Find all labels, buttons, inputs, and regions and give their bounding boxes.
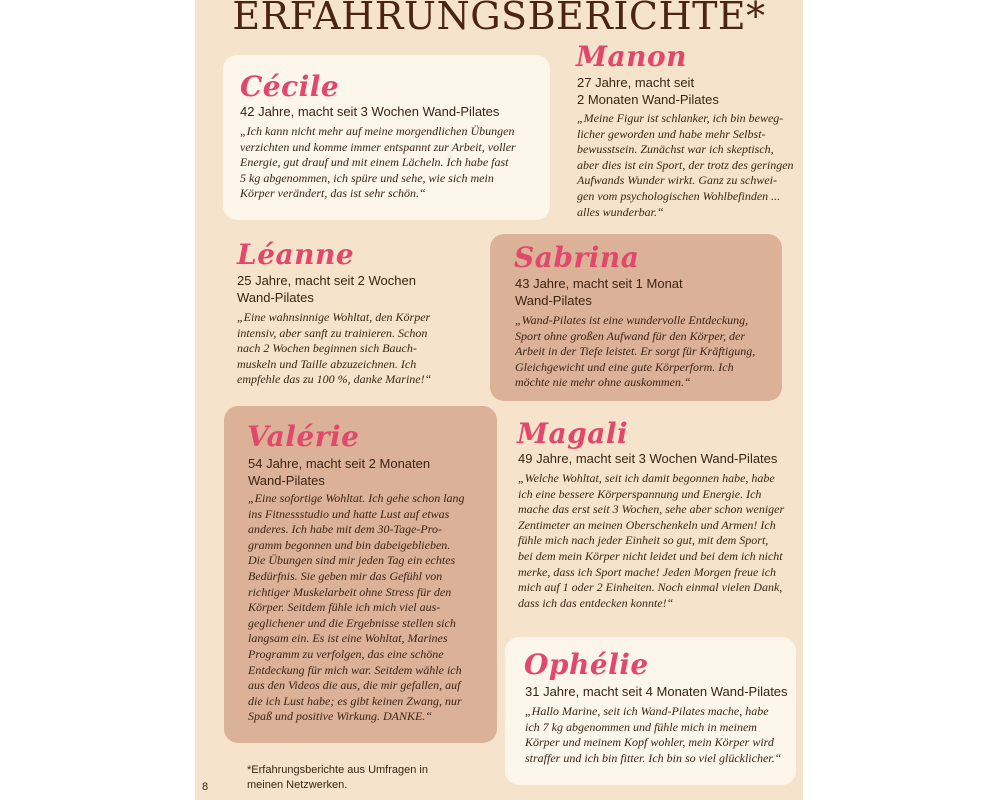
page-title: ERFAHRUNGSBERICHTE* — [232, 0, 766, 38]
page-number: 8 — [202, 781, 209, 793]
testimonial-name-magali: Magali — [517, 417, 629, 450]
testimonial-name-valerie: Valérie — [247, 420, 360, 453]
testimonial-meta-ophelie: 31 Jahre, macht seit 4 Monaten Wand-Pilates — [525, 684, 788, 699]
footnote: *Erfahrungsberichte aus Umfragen in meinen Netzwerken. — [247, 764, 428, 791]
testimonial-meta-valerie: 54 Jahre, macht seit 2 Monaten Wand-Pilates — [248, 456, 431, 488]
brochure-page — [195, 0, 803, 800]
testimonial-name-cecile: Cécile — [240, 70, 340, 103]
testimonial-quote-cecile: „Ich kann nicht mehr auf meine morgendlichen Übungen verzichten und komme immer entspannt zur Arbeit, voller Energie, gut drauf und mit einem Lächeln. Ich habe fast 5 kg abgenommen, ich spüre und sehe, wie sich mein Körper verändert, das ist sehr schön.“ — [240, 124, 516, 201]
testimonial-meta-magali: 49 Jahre, macht seit 3 Wochen Wand-Pilates — [518, 451, 778, 466]
testimonial-quote-sabrina: „Wand-Pilates ist eine wundervolle Entdeckung, Sport ohne großen Aufwand für den Körper, der Arbeit in der Tiefe leistet. Er sorgt für Kräftigung, Gleichgewicht und eine gute Körperform. Ich möchte nie mehr ohne auskommen.“ — [515, 313, 756, 390]
testimonial-meta-cecile: 42 Jahre, macht seit 3 Wochen Wand-Pilates — [240, 104, 500, 119]
testimonial-quote-ophelie: „Hallo Marine, seit ich Wand-Pilates mache, habe ich 7 kg abgenommen und fühle mich in meinem Körper und meinem Kopf wohler, mein Körper wird straffer und ich bin fitter. Ich bin so viel glücklicher.“ — [525, 704, 782, 765]
testimonial-quote-valerie: „Eine sofortige Wohltat. Ich gehe schon lang ins Fitnessstudio und hatte Lust auf etwas anderes. Ich habe mit dem 30-Tage-Pro- gramm begonnen und bin dabeigeblieben. Die Übungen sind mir jeden Tag ein echtes Bedürfnis. Sie geben mir das Gefühl von richtiger Muskelarbeit ohne Stress für den Körper. Seitdem fühle ich mich viel aus- geglichener und die Ergebnisse stellen sich langsam ein. Es ist eine Wohltat, Marines Programm zu verfolgen, das eine schöne Entdeckung für mich war. Seitdem wähle ich aus den Videos die aus, die mir gefallen, auf die ich Lust habe; es gibt keinen Zwang, nur Spaß und positive Wirkung. DANKE.“ — [248, 491, 465, 724]
testimonial-quote-manon: „Meine Figur ist schlanker, ich bin beweg- licher geworden und habe mehr Selbst- bewusstsein. Zunächst war ich skeptisch, aber dies ist ein Sport, der trotz des geringen Aufwands Wunder wirkt. Ganz zu schwei- gen vom psychologischen Wohlbefinden ... alles wunderbar.“ — [577, 111, 794, 219]
testimonial-name-sabrina: Sabrina — [514, 241, 640, 274]
testimonial-meta-leanne: 25 Jahre, macht seit 2 Wochen Wand-Pilates — [237, 273, 416, 305]
testimonial-meta-manon: 27 Jahre, macht seit 2 Monaten Wand-Pilates — [577, 75, 719, 107]
testimonial-name-leanne: Léanne — [237, 238, 355, 271]
testimonial-quote-magali: „Welche Wohltat, seit ich damit begonnen habe, habe ich eine bessere Körperspannung und Energie. Ich mache das erst seit 3 Wochen, sehe aber schon weniger Zentimeter an meinen Oberschenkeln und Armen! Ich fühle mich nach jeder Einheit so gut, mit dem Sport, bei dem mein Körper nicht leidet und bei dem ich nicht merke, dass ich Sport mache! Jeden Morgen freue ich mich auf 1 oder 2 Einheiten. Noch einmal vielen Dank, dass ich das entdecken konnte!“ — [518, 471, 785, 610]
testimonial-name-ophelie: Ophélie — [524, 648, 649, 681]
testimonial-meta-sabrina: 43 Jahre, macht seit 1 Monat Wand-Pilates — [515, 276, 683, 308]
testimonial-name-manon: Manon — [576, 40, 688, 73]
testimonial-quote-leanne: „Eine wahnsinnige Wohltat, den Körper intensiv, aber sanft zu trainieren. Schon nach 2 Wochen beginnen sich Bauch- muskeln und Taille abzuzeichnen. Ich empfehle das zu 100 %, danke Marine!“ — [237, 310, 432, 387]
